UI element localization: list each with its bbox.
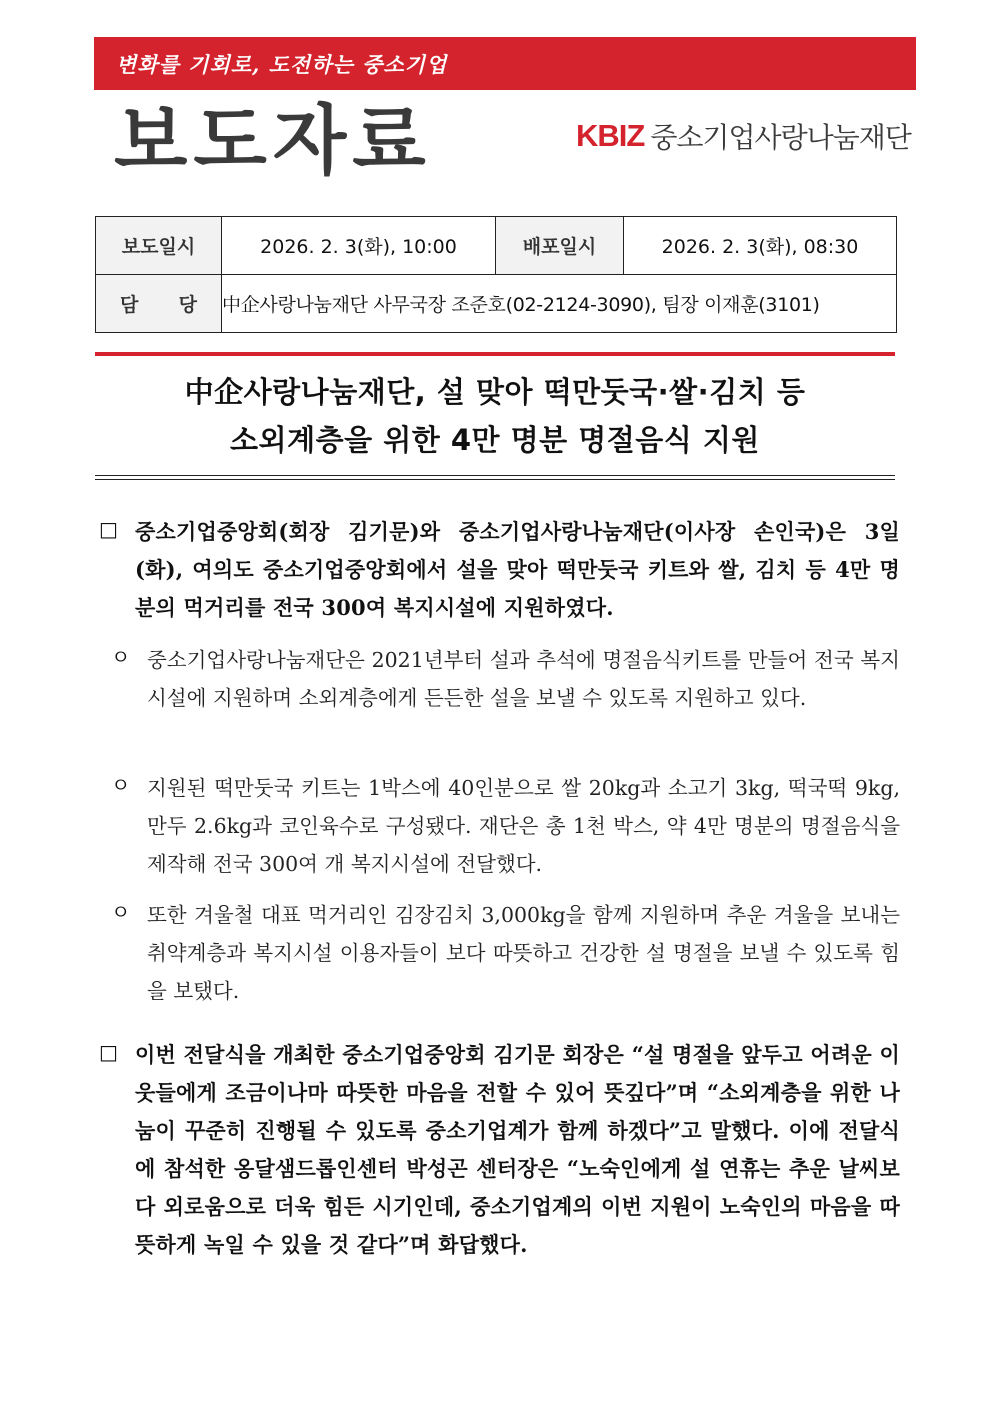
org-logo-name: 중소기업사랑나눔재단 xyxy=(650,121,911,154)
contact-value: 中企사랑나눔재단 사무국장 조준호(02-2124-3090), 팀장 이재훈(3101) xyxy=(222,275,897,333)
distribute-date-label: 배포일시 xyxy=(496,217,624,275)
paragraph-text: 이번 전달식을 개최한 중소기업중앙회 김기문 회장은 “설 명절을 앞두고 어려운 이웃들에게 조금이나마 따뜻한 마음을 전할 수 있어 뜻깊다”며 “소외계층을 위한 나눔이 꾸준히 진행될 수 있도록 중소기업계가 함께 하겠다”고 말했다. 이에 전달식에 참석한 옹달샘드롭인센터 박성곤 센터장은 “노숙인에게 설 연휴는 추운 날씨보다 외로움으로 더욱 힘든 시기인데, 중소기업계의 이번 지원이 노숙인의 마음을 따뜻하게 녹일 수 있을 것 같다”며 화답했다. xyxy=(135,1042,900,1257)
circle-bullet: ㅇ xyxy=(111,645,131,669)
sub-paragraph-1 xyxy=(95,641,900,717)
sub-paragraph-3 xyxy=(95,896,900,1010)
kbiz-logo-mark: KBIZ xyxy=(576,118,645,153)
red-divider xyxy=(95,352,895,356)
contact-row xyxy=(96,275,897,333)
paragraph-text: 지원된 떡만둣국 키트는 1박스에 40인분으로 쌀 20kg과 소고기 3kg, 떡국떡 9kg, 만두 2.6kg과 코인육수로 구성됐다. 재단은 총 1천 박스, 약 4만 명분의 명절음식을 제작해 전국 300여 개 복지시설에 전달했다. xyxy=(147,776,900,876)
paragraph-text: 중소기업사랑나눔재단은 2021년부터 설과 추석에 명절음식키트를 만들어 전국 복지시설에 지원하며 소외계층에게 든든한 설을 보낼 수 있도록 지원하고 있다. xyxy=(147,648,900,710)
org-logo xyxy=(576,114,911,158)
contact-label-char-2: 당 xyxy=(178,294,197,316)
release-date-label: 보도일시 xyxy=(96,217,222,275)
double-divider xyxy=(95,475,895,480)
slogan-banner xyxy=(94,37,916,90)
press-release-title: 보도자료 xyxy=(114,96,432,185)
headline xyxy=(95,368,895,464)
sub-paragraph-2 xyxy=(95,769,900,883)
paragraph-text: 또한 겨울철 대표 먹거리인 김장김치 3,000kg을 함께 지원하며 추운 겨울을 보내는 취약계층과 복지시설 이용자들이 보다 따뜻하고 건강한 설 명절을 보낼 수 있도록 힘을 보탰다. xyxy=(147,903,900,1003)
contact-label xyxy=(96,275,222,333)
contact-label-char-1: 담 xyxy=(120,294,139,316)
slogan-text: 변화를 기회로, 도전하는 중소기업 xyxy=(116,52,448,77)
main-paragraph-2 xyxy=(95,1036,900,1264)
circle-bullet: ㅇ xyxy=(111,900,131,924)
square-bullet: □ xyxy=(99,1040,118,1064)
distribute-date-value: 2026. 2. 3(화), 08:30 xyxy=(624,217,897,275)
release-info-table xyxy=(95,216,897,333)
headline-line-1: 中企사랑나눔재단, 설 맞아 떡만둣국·쌀·김치 등 xyxy=(184,375,806,409)
headline-line-2: 소외계층을 위한 4만 명분 명절음식 지원 xyxy=(230,423,760,457)
release-date-value: 2026. 2. 3(화), 10:00 xyxy=(222,217,496,275)
square-bullet: □ xyxy=(99,517,118,541)
release-row xyxy=(96,217,897,275)
circle-bullet: ㅇ xyxy=(111,773,131,797)
paragraph-text: 중소기업중앙회(회장 김기문)와 중소기업사랑나눔재단(이사장 손인국)은 3일(화), 여의도 중소기업중앙회에서 설을 맞아 떡만둣국 키트와 쌀, 김치 등 4만 명분의 먹거리를 전국 300여 복지시설에 지원하였다. xyxy=(135,519,900,620)
main-paragraph-1 xyxy=(95,513,900,627)
